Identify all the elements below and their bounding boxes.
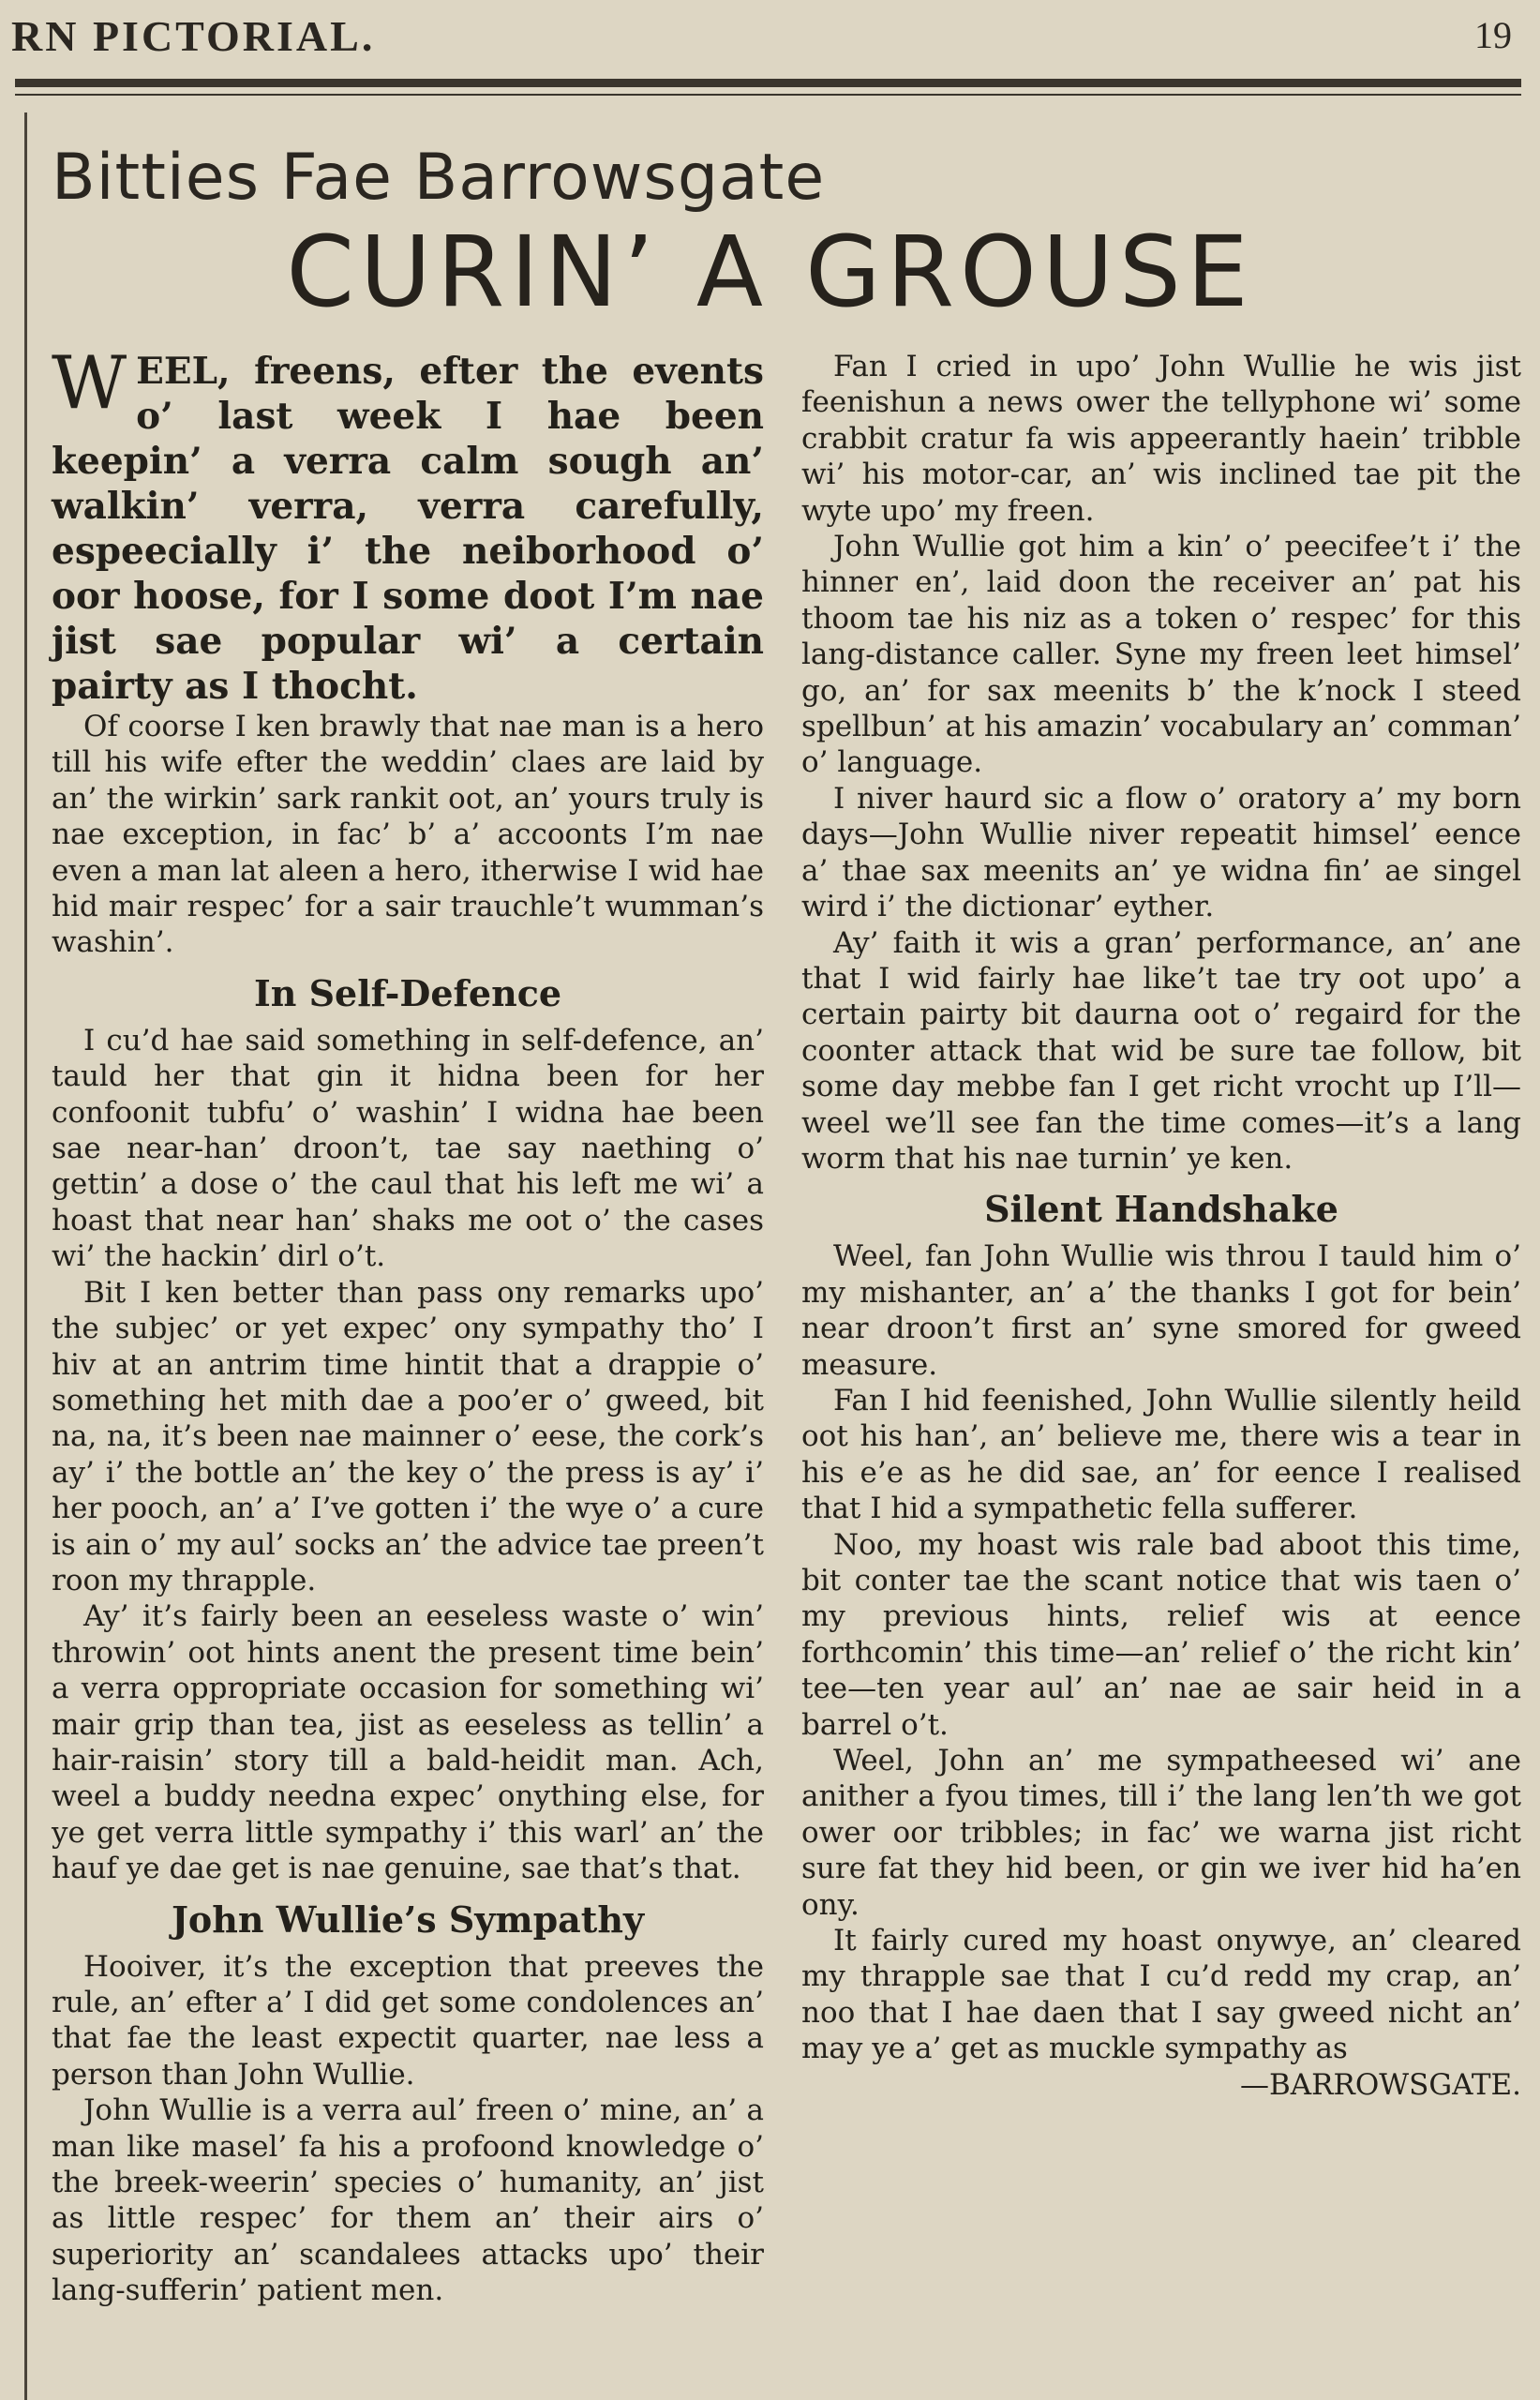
article-kicker: Bitties Fae Barrowsgate [52,141,826,215]
body-paragraph: Noo, my hoast wis rale bad aboot this time, bit conter tae the scant notice that wis taen o’ my previous hints, relief wis at eence forthcomin’ this time—an’ relief o’ the richt kin’ tee—ten year aul’ an’ nae ae sair heid in a barrel o’t. [801,1527,1521,1742]
subheading-john-wullie: John Wullie’s Sympathy [171,1898,645,1941]
subheading-silent-handshake: Silent Handshake [984,1188,1338,1231]
body-paragraph: Weel, fan John Wullie wis throu I tauld him o’ my mishanter, an’ a’ the thanks I got for bein’ near droon’t first an’ syne smored for gweed measure. [801,1239,1521,1382]
author-signoff: —BARROWSGATE. [1240,2067,1521,2102]
header-rule [15,79,1521,87]
lead-text: EEL, freens, efter the events o’ last week I hae been keepin’ a verra calm sough an’ walkin’ verra, verra carefully, espeecially i’ the neiborhood o’ oor hoose, for I some doot I’m nae jist sae popular wi’ a certain pairty as I thocht. [52,350,764,708]
article-column-right [801,349,1521,2103]
lead-paragraph [52,341,764,709]
body-paragraph: Ay’ it’s fairly been an eeseless waste o’ win’ throwin’ oot hints anent the present time bein’ a verra oppropriate occasion for something wi’ mair grip than tea, jist as eeseless as tellin’ a hair-raisin’ story till a bald-heidit man. Ach, weel a buddy needna expec’ onything else, for ye get verra little sympathy i’ this warl’ an’ the hauf ye dae get is nae genuine, sae that’s that. [52,1599,764,1886]
body-paragraph: Fan I hid feenished, John Wullie silently heild oot his han’, an’ believe me, there wis a tear in his e’e as he did sae, an’ for eence I realised that I hid a sympathetic fella sufferer. [801,1383,1521,1526]
publication-title: RN PICTORIAL. [11,12,376,60]
header-rule-thin [15,94,1521,96]
column-border [24,112,27,2400]
subheading-self-defence: In Self-Defence [253,971,562,1014]
body-paragraph: I niver haurd sic a flow o’ oratory a’ my born days—John Wullie niver repeatit himsel’ eence a’ thae sax meenits an’ ye widna fin’ ae singel wird i’ the dictionar’ eyther. [801,781,1521,924]
body-paragraph: I cu’d hae said something in self-defence, an’ tauld her that gin it hidna been for her confoonit tubfu’ o’ washin’ I widna hae been sae near-han’ droon’t, tae say naething o’ gettin’ a dose o’ the caul that his left me wi’ a hoast that near han’ shaks me oot o’ the cases wi’ the hackin’ dirl o’t. [52,1023,764,1274]
article-headline: CURIN’ A GROUSE [286,215,1254,329]
running-head [11,6,1512,73]
page-number: 19 [1474,14,1512,56]
article-column-left [52,341,764,2309]
body-paragraph: John Wullie got him a kin’ o’ peecifee’t i’ the hinner en’, laid doon the receiver an’ pat his thoom tae his niz as a token o’ respec’ for this lang-distance caller. Syne my freen leet himsel’ go, an’ for sax meenits b’ the k’nock I steed spellbun’ at his amazin’ vocabulary an’ comman’ o’ language. [801,530,1521,780]
body-paragraph: Fan I cried in upo’ John Wullie he wis jist feenishun a news ower the tellyphone wi’ some crabbit cratur fa wis appeerantly haein’ tribble wi’ his motor-car, an’ wis inclined tae pit the wyte upo’ my freen. [801,350,1521,528]
body-paragraph: It fairly cured my hoast onywye, an’ cleared my thrapple sae that I cu’d redd my crap, an’ noo that I hae daen that I say gweed nicht an’ may ye a’ get as muckle sympathy as [801,1924,1521,2066]
drop-cap: W [52,341,127,426]
body-paragraph: Ay’ faith it wis a gran’ performance, an’ ane that I wid fairly hae like’t tae try oot upo’ a certain pairty bit daurna oot o’ regaird for the coonter attack that wid be sure tae follow, bit some day mebbe fan I get richt vrocht up I’ll—weel we’ll see fan the time comes—it’s a lang worm that his nae turnin’ ye ken. [801,925,1521,1176]
body-paragraph: Hooiver, it’s the exception that preeves the rule, an’ efter a’ I did get some condolences an’ that fae the least expectit quarter, nae less a person than John Wullie. [52,1949,764,2092]
body-paragraph: John Wullie is a verra aul’ freen o’ mine, an’ a man like masel’ fa his a profoond knowledge o’ the breek-weerin’ species o’ humanity, an’ jist as little respec’ for them an’ their airs o’ superiority an’ scandalees attacks upo’ their lang-sufferin’ patient men. [52,2093,764,2308]
body-paragraph: Of coorse I ken brawly that nae man is a hero till his wife efter the weddin’ claes are laid by an’ the wirkin’ sark rankit oot, an’ yours truly is nae exception, in fac’ b’ a’ accoonts I’m nae even a man lat aleen a hero, itherwise I wid hae hid mair respec’ for a sair trauchle’t wumman’s washin’. [52,710,764,960]
body-paragraph: Bit I ken better than pass ony remarks upo’ the subjec’ or yet expec’ ony sympathy tho’ I hiv at an antrim time hintit that a drappie o’ something het mith dae a poo’er o’ gweed, bit na, na, it’s been nae mainner o’ eese, the cork’s ay’ i’ the bottle an’ the key o’ the press is ay’ i’ her pooch, an’ a’ I’ve gotten i’ the wye o’ a cure is ain o’ my aul’ socks an’ the advice tae preen’t roon my thrapple. [52,1275,764,1598]
body-paragraph: Weel, John an’ me sympatheesed wi’ ane anither a fyou times, till i’ the lang len’th we got ower oor tribbles; in fac’ we warna jist richt sure fat they hid been, or gin we iver hid ha’en ony. [801,1744,1521,1922]
